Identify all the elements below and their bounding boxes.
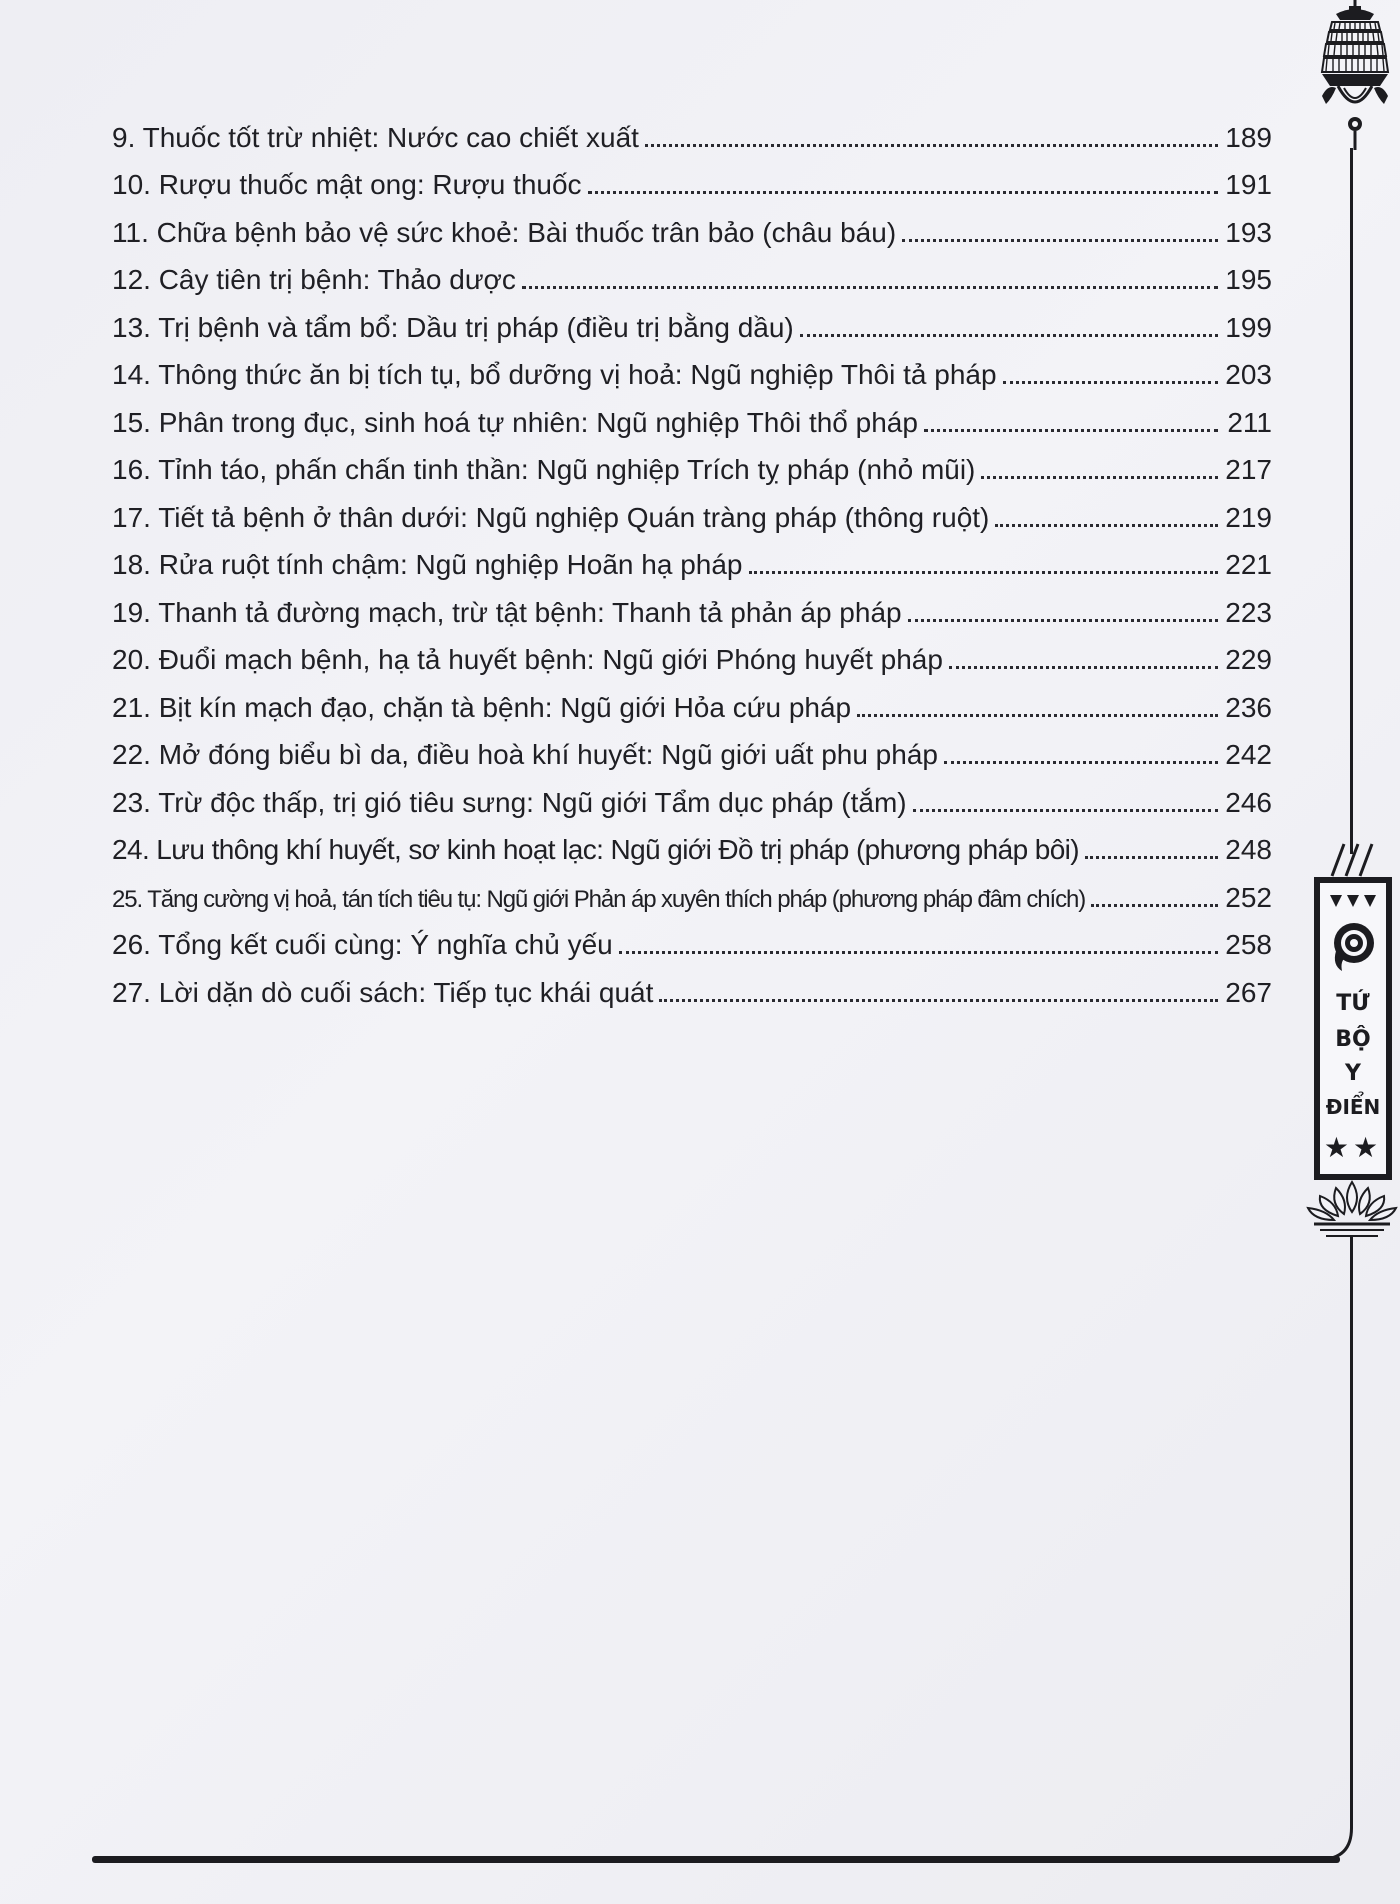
toc-entry-title: 11. Chữa bệnh bảo vệ sức khoẻ: Bài thuốc trân bảo (châu báu) [112, 216, 897, 248]
toc-entry-page: 258 [1225, 929, 1272, 960]
toc-entry-page: 252 [1225, 881, 1272, 913]
toc-entry [112, 484, 1272, 532]
toc-entry-title: 19. Thanh tả đường mạch, trừ tật bệnh: Thanh tả phản áp pháp [112, 596, 902, 628]
toc-entry-title: 24. Lưu thông khí huyết, sơ kinh hoạt lạc: Ngũ giới Đồ trị pháp (phương pháp bôi) [112, 834, 1080, 865]
toc-entry-title: 26. Tổng kết cuối cùng: Ý nghĩa chủ yếu [112, 929, 613, 960]
dot-leader [659, 999, 1218, 1002]
toc-entry-title: 21. Bịt kín mạch đạo, chặn tà bệnh: Ngũ giới Hỏa cứu pháp [112, 691, 852, 723]
toc-entry-page: 236 [1225, 691, 1272, 723]
toc-entry-page: 242 [1225, 739, 1272, 770]
table-of-contents [112, 104, 1272, 1007]
dot-leader [619, 951, 1218, 954]
toc-entry-page: 267 [1225, 976, 1272, 1008]
lantern-ornament-icon [1318, 0, 1392, 150]
dot-leader [588, 191, 1218, 194]
toc-entry [112, 294, 1272, 342]
dot-leader [995, 524, 1218, 527]
lotus-icon [1306, 1178, 1398, 1240]
toc-entry [112, 342, 1272, 390]
toc-entry-page: 203 [1225, 359, 1272, 390]
toc-entry-title: 25. Tăng cường vị hoả, tán tích tiêu tụ: Ngũ giới Phản áp xuyên thích pháp (phương pháp đâm chích) [112, 885, 1086, 913]
toc-entry-page: 221 [1225, 549, 1272, 580]
toc-entry [112, 199, 1272, 247]
toc-entry-page: 248 [1225, 834, 1272, 865]
bottom-rule [92, 1856, 1340, 1863]
dot-leader [645, 144, 1218, 147]
toc-entry-title: 13. Trị bệnh và tẩm bổ: Dầu trị pháp (điều trị bằng dầu) [112, 311, 794, 343]
toc-entry [112, 152, 1272, 200]
dot-leader [924, 429, 1218, 432]
toc-entry-title: 14. Thông thức ăn bị tích tụ, bổ dưỡng vị hoả: Ngũ nghiệp Thôi tả pháp [112, 359, 997, 390]
bookmark-stars: ★★ [1323, 1131, 1383, 1164]
toc-entry-page: 211 [1227, 406, 1272, 438]
toc-entry-page: 246 [1225, 786, 1272, 818]
vertical-rule [1350, 148, 1353, 854]
toc-entry-title: 18. Rửa ruột tính chậm: Ngũ nghiệp Hoãn hạ pháp [112, 549, 743, 580]
toc-entry-page: 199 [1225, 311, 1272, 343]
toc-entry-title: 12. Cây tiên trị bệnh: Thảo dược [112, 264, 516, 295]
bookmark-word-1: TỨ [1336, 991, 1370, 1016]
dot-leader [949, 666, 1218, 669]
toc-entry-title: 23. Trừ độc thấp, trị gió tiêu sưng: Ngũ giới Tẩm dục pháp (tắm) [112, 786, 907, 818]
toc-entry-title: 15. Phân trong đục, sinh hoá tự nhiên: Ngũ nghiệp Thôi thổ pháp [112, 406, 918, 438]
toc-entry-title: 17. Tiết tả bệnh ở thân dưới: Ngũ nghiệp Quán tràng pháp (thông ruột) [112, 501, 990, 533]
toc-entry [112, 247, 1272, 295]
bookmark-word-4: ĐIỂN [1325, 1095, 1381, 1119]
bookmark-word-3: Y [1345, 1061, 1361, 1086]
toc-entry-page: 217 [1225, 454, 1272, 485]
toc-entry [112, 817, 1272, 865]
toc-entry [112, 437, 1272, 485]
toc-entry-title: 27. Lời dặn dò cuối sách: Tiếp tục khái quát [112, 976, 654, 1008]
dot-leader [800, 334, 1218, 337]
slash-marks-icon [1326, 842, 1386, 878]
toc-entry [112, 579, 1272, 627]
arrowheads-icon [1328, 893, 1380, 909]
toc-entry [112, 722, 1272, 770]
toc-entry-title: 20. Đuổi mạch bệnh, hạ tả huyết bệnh: Ngũ giới Phóng huyết pháp [112, 644, 943, 675]
bookmark-word-2: BỘ [1335, 1027, 1371, 1052]
dot-leader [1003, 381, 1218, 384]
dot-leader [944, 761, 1218, 764]
toc-entry-page: 189 [1225, 121, 1272, 153]
toc-entry-title: 16. Tỉnh táo, phấn chấn tinh thần: Ngũ nghiệp Trích tỵ pháp (nhỏ mũi) [112, 454, 976, 485]
toc-entry [112, 389, 1272, 437]
toc-entry-page: 223 [1225, 596, 1272, 628]
vertical-rule [1350, 1236, 1353, 1811]
dot-leader [1091, 904, 1218, 907]
toc-entry [112, 959, 1272, 1007]
toc-entry-page: 195 [1225, 264, 1272, 295]
toc-entry-page: 191 [1225, 169, 1272, 200]
toc-entry [112, 627, 1272, 675]
dot-leader [908, 619, 1218, 622]
dot-leader [749, 571, 1219, 574]
toc-entry-page: 219 [1225, 501, 1272, 533]
emblem-icon [1330, 921, 1378, 973]
toc-entry-page: 193 [1225, 216, 1272, 248]
dot-leader [857, 714, 1218, 717]
toc-entry-page: 229 [1225, 644, 1272, 675]
toc-entry [112, 769, 1272, 817]
dot-leader [1085, 856, 1218, 859]
toc-entry [112, 104, 1272, 152]
toc-entry-title: 22. Mở đóng biểu bì da, điều hoà khí huyết: Ngũ giới uất phu pháp [112, 739, 938, 770]
dot-leader [913, 809, 1218, 812]
toc-entry [112, 864, 1272, 912]
toc-entry [112, 674, 1272, 722]
series-bookmark [1314, 877, 1392, 1180]
dot-leader [522, 286, 1218, 289]
dot-leader [902, 239, 1218, 242]
toc-entry-title: 9. Thuốc tốt trừ nhiệt: Nước cao chiết xuất [112, 121, 639, 153]
toc-entry [112, 532, 1272, 580]
dot-leader [981, 476, 1218, 479]
toc-entry [112, 912, 1272, 960]
toc-entry-title: 10. Rượu thuốc mật ong: Rượu thuốc [112, 169, 582, 200]
